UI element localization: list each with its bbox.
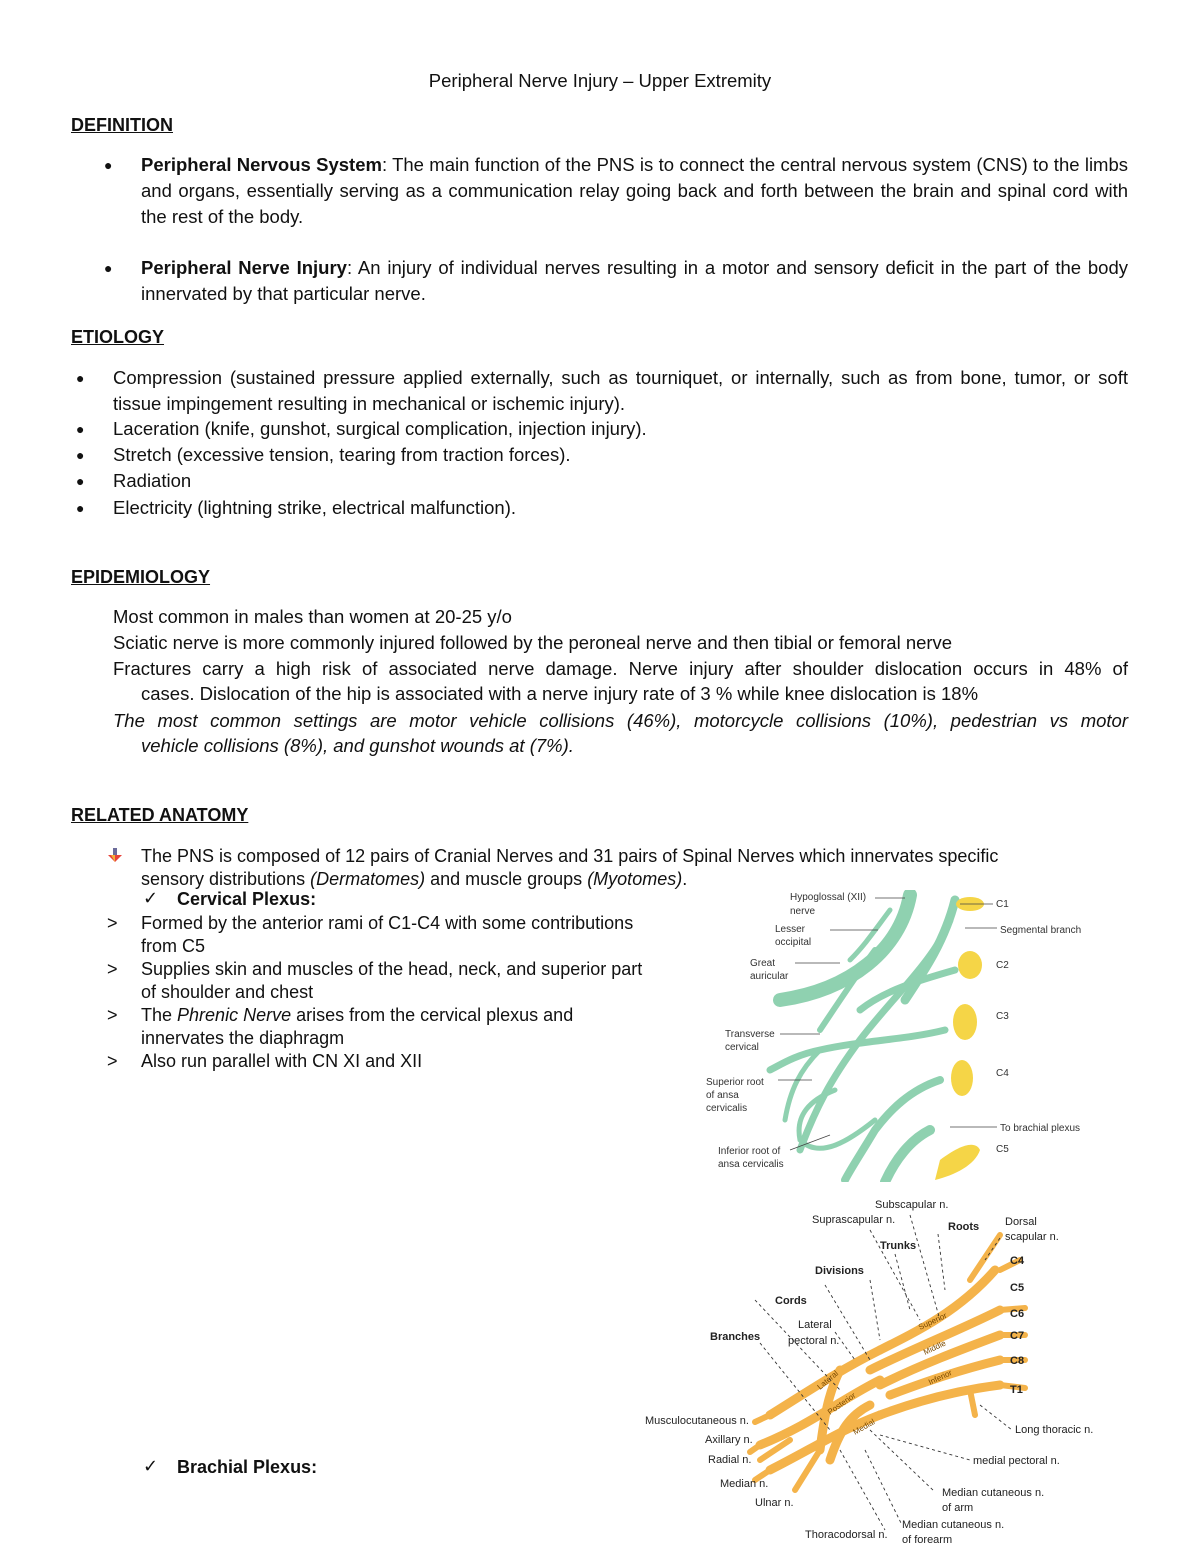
page-title: Peripheral Nerve Injury – Upper Extremity xyxy=(428,70,772,91)
definition-text: : An injury of individual nerves resulting in a motor and sensory deficit in the part of the body innervated by that particular nerve. xyxy=(141,257,1128,304)
label-axillary: Axillary n. xyxy=(705,1434,753,1446)
label-great: Great xyxy=(750,958,776,969)
label-scapular: scapular n. xyxy=(1005,1231,1059,1243)
label-nerve: nerve xyxy=(790,906,816,917)
arrow-bullet-icon xyxy=(107,846,123,869)
label-of-ansa: of ansa xyxy=(706,1090,739,1101)
item-text: from C5 xyxy=(141,936,206,956)
root-c4 xyxy=(951,1060,973,1096)
label-cervicalis: cervicalis xyxy=(706,1103,748,1114)
label-ansa-cervicalis: ansa cervicalis xyxy=(718,1159,784,1170)
arrow-bullet: > xyxy=(107,959,118,979)
label-middle: Middle xyxy=(922,1338,948,1357)
item-text: of shoulder and chest xyxy=(141,982,314,1002)
check-icon: ✓ xyxy=(143,888,159,908)
intro-text: and muscle groups xyxy=(425,869,588,889)
epidemiology-line: Sciatic nerve is more commonly injured followed by the peroneal nerve and then tibial or femoral nerve xyxy=(113,632,953,653)
label-c3: C3 xyxy=(996,1011,1009,1022)
epidemiology-line: Most common in males than women at 20-25 y/o xyxy=(113,606,512,627)
brachial-plexus-figure xyxy=(640,1190,1110,1553)
label-med-cut-arm-1: Median cutaneous n. xyxy=(942,1487,1045,1499)
item-text: The xyxy=(141,1005,178,1025)
intro-dermatomes: (Dermatomes) xyxy=(310,869,426,889)
cervical-item xyxy=(141,1004,701,1050)
label-subscapular: Subscapular n. xyxy=(875,1199,949,1211)
label-roots: Roots xyxy=(948,1221,980,1233)
label-median: Median n. xyxy=(720,1478,769,1490)
epidemiology-line: Fractures carry a high risk of associated nerve damage. Nerve injury after shoulder dislocation occurs in 48% of xyxy=(113,658,1128,679)
label-c8: C8 xyxy=(1010,1355,1025,1367)
definition-heading: DEFINITION xyxy=(71,115,173,135)
bullet: ● xyxy=(76,447,85,463)
definition-pni xyxy=(141,255,1128,307)
cervical-item xyxy=(141,912,701,958)
cervical-plexus-figure xyxy=(700,890,1100,1182)
label-c5: C5 xyxy=(996,1144,1009,1155)
label-transverse: Transverse xyxy=(725,1029,775,1040)
label-c4: C4 xyxy=(996,1068,1009,1079)
label-ulnar: Ulnar n. xyxy=(755,1497,794,1509)
intro-myotomes: (Myotomes) xyxy=(587,869,683,889)
label-c5: C5 xyxy=(1010,1282,1025,1294)
label-to-brachial: To brachial plexus xyxy=(1000,1123,1081,1134)
label-c6: C6 xyxy=(1010,1308,1025,1320)
label-c4: C4 xyxy=(1010,1255,1025,1267)
etiology-item: Laceration (knife, gunshot, surgical complication, injection injury). xyxy=(113,418,647,439)
anatomy-intro xyxy=(141,845,1091,891)
label-cervical: cervical xyxy=(725,1042,759,1053)
definition-text: : The main function of the PNS is to connect the central nervous system (CNS) to the limbs and organs, essentially serving as a communication relay going back and forth between the brain and spinal cord with the rest of the body. xyxy=(141,154,1129,227)
cervical-plexus-label: Cervical Plexus: xyxy=(177,889,317,909)
label-occipital: occipital xyxy=(775,937,812,948)
brachial-plexus-label: Brachial Plexus: xyxy=(177,1457,318,1477)
label-branches: Branches xyxy=(710,1331,761,1343)
label-inferior: Inferior xyxy=(927,1368,954,1387)
term: Peripheral Nerve Injury xyxy=(141,257,347,278)
item-text: Supplies skin and muscles of the head, neck, and superior part xyxy=(141,959,643,979)
label-hypoglossal: Hypoglossal (XII) xyxy=(790,892,867,903)
label-med-cut-forearm-1: Median cutaneous n. xyxy=(902,1519,1005,1531)
epidemiology-line: vehicle collisions (8%), and gunshot wounds at (7%). xyxy=(141,735,574,756)
label-auricular: auricular xyxy=(750,971,789,982)
arrow-bullet: > xyxy=(107,913,118,933)
label-superior-root: Superior root xyxy=(706,1077,764,1088)
epidemiology-line: cases. Dislocation of the hip is associated with a nerve injury rate of 3 % while knee dislocation is 18% xyxy=(141,683,979,704)
label-lateral-pectoral-1: Lateral xyxy=(798,1319,832,1331)
definition-pns xyxy=(141,152,1128,230)
bullet: ● xyxy=(76,473,85,489)
etiology-heading: ETIOLOGY xyxy=(71,327,165,347)
intro-text: sensory distributions xyxy=(141,869,311,889)
phrenic-nerve: Phrenic Nerve xyxy=(177,1005,292,1025)
label-radial: Radial n. xyxy=(708,1454,752,1466)
cervical-item xyxy=(141,958,701,1004)
bullet: ● xyxy=(76,370,85,386)
etiology-item: Electricity (lightning strike, electrical malfunction). xyxy=(113,497,517,518)
cervical-nerve xyxy=(885,1130,930,1182)
intro-text: The PNS is composed of 12 pairs of Cranial Nerves and 31 pairs of Spinal Nerves which innervates specific xyxy=(141,846,999,866)
arrow-bullet: > xyxy=(107,1051,118,1071)
label-thoracodorsal: Thoracodorsal n. xyxy=(805,1529,888,1541)
arrow-bullet: > xyxy=(107,1005,118,1025)
label-c1: C1 xyxy=(996,899,1009,910)
bullet: ● xyxy=(104,260,113,276)
label-superior: Superior xyxy=(917,1310,949,1332)
bullet: ● xyxy=(76,500,85,516)
label-c2: C2 xyxy=(996,960,1009,971)
label-inferior-root: Inferior root of xyxy=(718,1146,781,1157)
label-long-thoracic: Long thoracic n. xyxy=(1015,1424,1094,1436)
label-suprascapular: Suprascapular n. xyxy=(812,1214,896,1226)
label-segmental: Segmental branch xyxy=(1000,925,1082,936)
check-icon: ✓ xyxy=(143,1456,159,1476)
label-divisions: Divisions xyxy=(815,1265,864,1277)
term: Peripheral Nervous System xyxy=(141,154,382,175)
label-medial: Medial xyxy=(851,1417,877,1437)
label-lateral: Lateral xyxy=(815,1368,841,1392)
label-cords: Cords xyxy=(775,1295,807,1307)
item-text: Formed by the anterior rami of C1-C4 with some contributions xyxy=(141,913,634,933)
root-c3 xyxy=(953,1004,977,1040)
label-dorsal: Dorsal xyxy=(1005,1216,1037,1228)
label-t1: T1 xyxy=(1010,1384,1023,1396)
anatomy-heading: RELATED ANATOMY xyxy=(71,805,249,825)
root-c2 xyxy=(958,951,982,979)
etiology-item: Radiation xyxy=(113,470,192,491)
root-c5 xyxy=(935,1145,980,1180)
label-trunks: Trunks xyxy=(880,1240,917,1252)
etiology-item: Compression (sustained pressure applied externally, such as tourniquet, or internally, such as from bone, tumor, or soft tissue impingement resulting in mechanical or ischemic injury). xyxy=(113,367,1128,414)
epidemiology-line: The most common settings are motor vehicle collisions (46%), motorcycle collisions (10%), pedestrian vs motor xyxy=(113,710,1128,731)
label-lateral-pectoral-2: pectoral n. xyxy=(788,1335,840,1347)
label-posterior: Posterior xyxy=(825,1390,858,1417)
label-medial-pectoral: medial pectoral n. xyxy=(973,1455,1060,1467)
cervical-item: Also run parallel with CN XI and XII xyxy=(141,1051,423,1071)
item-text: innervates the diaphragm xyxy=(141,1028,345,1048)
intro-text: . xyxy=(682,869,688,889)
label-musculocutaneous: Musculocutaneous n. xyxy=(645,1415,749,1427)
label-c7: C7 xyxy=(1010,1330,1025,1342)
label-med-cut-arm-2: of arm xyxy=(942,1502,974,1514)
item-text: arises from the cervical plexus and xyxy=(291,1005,574,1025)
label-med-cut-forearm-2: of forearm xyxy=(902,1534,953,1546)
etiology-item: Stretch (excessive tension, tearing from traction forces). xyxy=(113,444,571,465)
bullet: ● xyxy=(104,157,113,173)
bullet: ● xyxy=(76,421,85,437)
epidemiology-heading: EPIDEMIOLOGY xyxy=(71,567,211,587)
transverse-cervical-nerve xyxy=(770,1030,945,1070)
label-lesser: Lesser xyxy=(775,924,806,935)
